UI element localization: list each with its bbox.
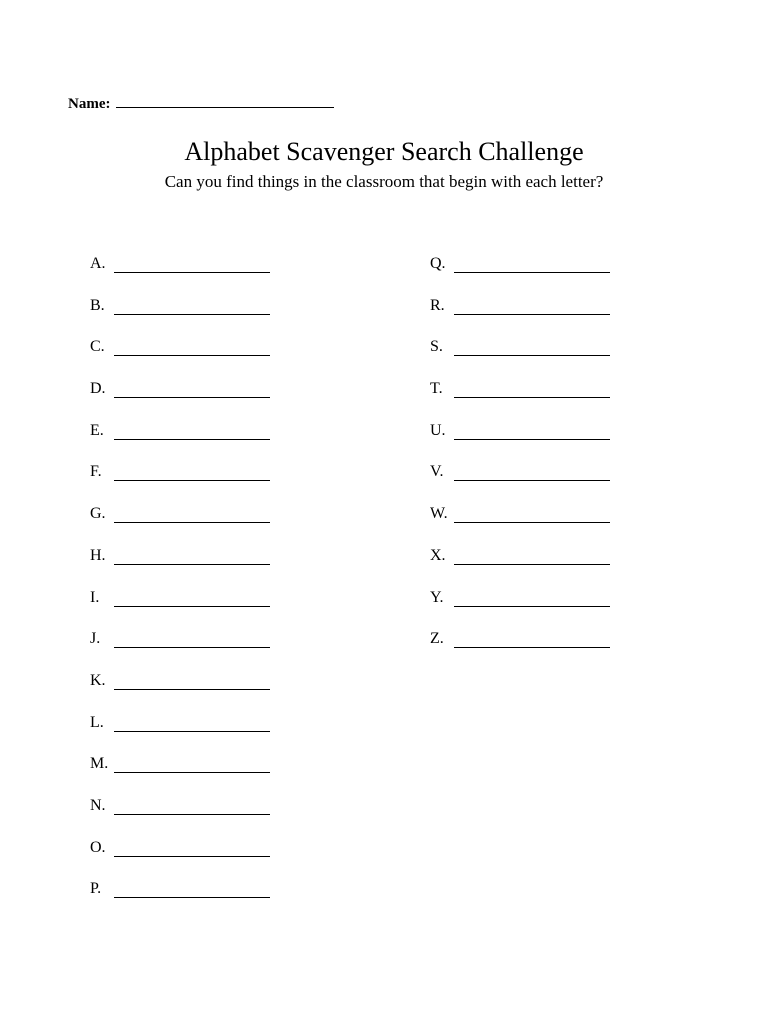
letter-label: I. <box>90 588 100 606</box>
letter-label: N. <box>90 796 106 814</box>
letter-row <box>90 255 270 297</box>
letter-row <box>90 338 270 380</box>
answer-blank[interactable] <box>454 630 610 648</box>
letter-row <box>90 380 270 422</box>
letter-row <box>430 505 610 547</box>
answer-blank[interactable] <box>114 589 270 607</box>
answer-blank[interactable] <box>454 380 610 398</box>
answer-blank[interactable] <box>454 463 610 481</box>
letter-row <box>90 755 270 797</box>
letter-row <box>90 589 270 631</box>
answer-blank[interactable] <box>114 380 270 398</box>
letter-row <box>90 463 270 505</box>
worksheet-subtitle: Can you find things in the classroom that begin with each letter? <box>164 172 604 191</box>
answer-blank[interactable] <box>454 255 610 273</box>
letter-row <box>90 297 270 339</box>
letter-row <box>430 463 610 505</box>
letter-label: H. <box>90 546 106 564</box>
letter-row <box>90 672 270 714</box>
letter-label: D. <box>90 380 106 398</box>
answer-blank[interactable] <box>114 505 270 523</box>
answer-blank[interactable] <box>114 297 270 315</box>
letter-label: A. <box>90 255 106 272</box>
letter-row <box>430 380 610 422</box>
answer-blank[interactable] <box>454 505 610 523</box>
answer-blank[interactable] <box>114 755 270 773</box>
answer-blank[interactable] <box>114 422 270 440</box>
letter-label: K. <box>90 671 106 689</box>
letter-label: V. <box>430 463 444 481</box>
answer-blank[interactable] <box>454 589 610 607</box>
letter-row <box>430 338 610 380</box>
answer-blank[interactable] <box>114 880 270 898</box>
answer-blank[interactable] <box>114 255 270 273</box>
name-blank[interactable] <box>116 93 334 108</box>
answer-blank[interactable] <box>114 630 270 648</box>
letter-row <box>90 714 270 756</box>
letter-row <box>90 797 270 839</box>
name-label: Name: <box>68 96 111 112</box>
answer-blank[interactable] <box>454 547 610 565</box>
letter-row <box>430 297 610 339</box>
letter-label: L. <box>90 713 104 731</box>
answer-blank[interactable] <box>114 714 270 732</box>
answer-blank[interactable] <box>454 297 610 315</box>
letter-label: O. <box>90 838 106 856</box>
letter-label: Z. <box>430 630 444 648</box>
letter-label: F. <box>90 463 102 481</box>
answer-blank[interactable] <box>114 338 270 356</box>
name-line <box>68 93 334 113</box>
answer-blank[interactable] <box>114 672 270 690</box>
answer-blank[interactable] <box>114 797 270 815</box>
answer-blank[interactable] <box>454 422 610 440</box>
letter-label: Q. <box>430 255 446 272</box>
letter-label: R. <box>430 296 445 314</box>
letter-label: P. <box>90 880 102 898</box>
letter-row <box>430 255 610 297</box>
letter-row <box>430 547 610 589</box>
letter-label: M. <box>90 755 109 773</box>
letters-right-column <box>430 255 610 672</box>
letter-row <box>90 839 270 881</box>
letter-row <box>430 589 610 631</box>
letter-label: C. <box>90 338 105 356</box>
answer-blank[interactable] <box>114 839 270 857</box>
letter-label: J. <box>90 630 101 648</box>
worksheet-title: Alphabet Scavenger Search Challenge <box>184 137 584 166</box>
letter-row <box>90 630 270 672</box>
letter-row <box>90 422 270 464</box>
answer-blank[interactable] <box>454 338 610 356</box>
answer-blank[interactable] <box>114 463 270 481</box>
letter-row <box>90 547 270 589</box>
letter-label: E. <box>90 421 104 439</box>
letter-row <box>430 630 610 672</box>
letter-label: T. <box>430 380 443 398</box>
letter-label: W. <box>430 505 448 523</box>
letter-label: U. <box>430 421 446 439</box>
answer-blank[interactable] <box>114 547 270 565</box>
letter-row <box>90 880 270 922</box>
letter-label: Y. <box>430 588 444 606</box>
letter-row <box>430 422 610 464</box>
letter-row <box>90 505 270 547</box>
letter-label: G. <box>90 505 106 523</box>
letters-left-column <box>90 255 270 922</box>
letter-label: B. <box>90 296 105 314</box>
letter-label: X. <box>430 546 446 564</box>
letter-label: S. <box>430 338 443 356</box>
